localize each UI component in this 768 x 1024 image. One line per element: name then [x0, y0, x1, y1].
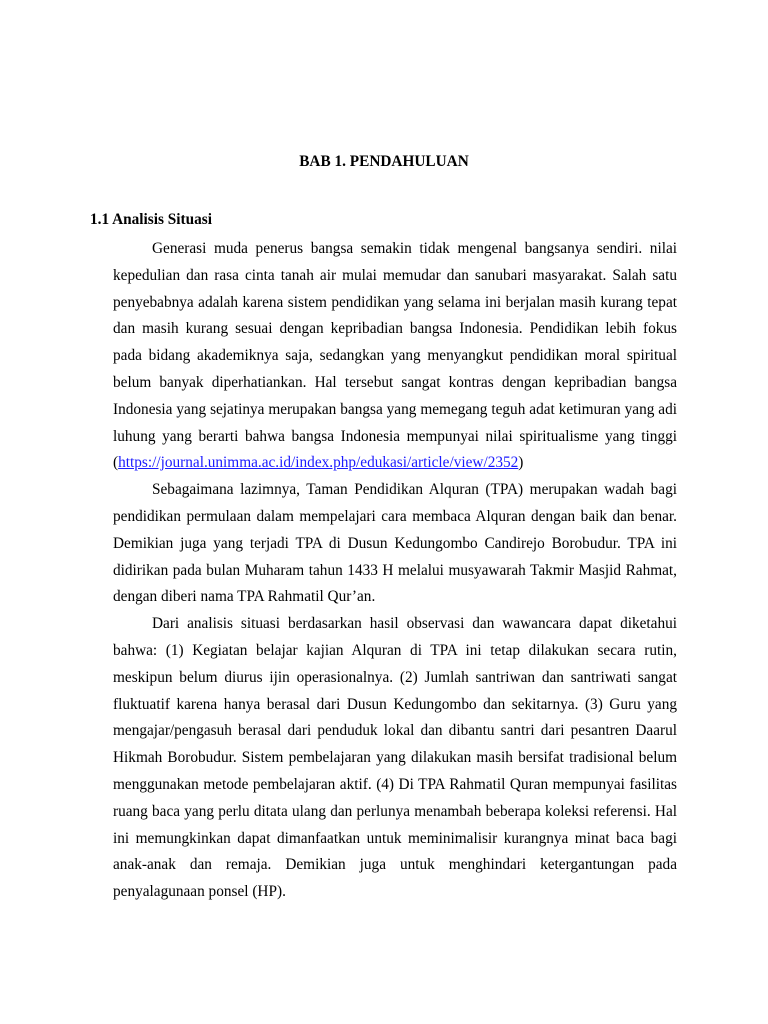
chapter-title: BAB 1. PENDAHULUAN [299, 153, 469, 170]
paragraph-3: Dari analisis situasi berdasarkan hasil observasi dan wawancara dapat diketahui bahwa: (1) Kegiatan belajar kajian Alquran di TPA ini tetap dilakukan secara rutin, meskipun belum diurus ijin operasionalnya. (2) Jumlah santriwan dan santriwati sangat fluktuatif karena hanya berasal dari Dusun Kedungombo dan sekitarnya. (3) Guru yang mengajar/pengasuh berasal dari penduduk lokal dan dibantu santri dari pesantren Daarul Hikmah Borobudur. Sistem pembelajaran yang dilakukan masih bersifat tradisional belum menggunakan metode pembelajaran aktif. (4) Di TPA Rahmatil Quran mempunyai fasilitas ruang baca yang perlu ditata ulang dan perlunya menambah beberapa koleksi referensi. Hal ini memungkinkan dapat dimanfaatkan untuk meminimalisir kurangnya minat baca bagi anak-anak dan remaja. Demikian juga untuk menghindari ketergantungan pada penyalagunaan ponsel (HP). [113, 615, 677, 901]
body-text [113, 236, 677, 906]
paragraph-1-text: Generasi muda penerus bangsa semakin tidak mengenal bangsanya sendiri. nilai kepedulian dan rasa cinta tanah air mulai memudar dan sanubari masyarakat. Salah satu penyebabnya adalah karena sistem pendidikan yang selama ini berjalan masih kurang tepat dan masih kurang sesuai dengan kepribadian bangsa Indonesia. Pendidikan lebih fokus pada bidang akademiknya saja, sedangkan yang menyangkut pendidikan moral spiritual belum banyak diperhatiankan. Hal tersebut sangat kontras dengan kepribadian bangsa Indonesia yang sejatinya merupakan bangsa yang memegang teguh adat ketimuran yang adi luhung yang berarti bahwa bangsa Indonesia mempunyai nilai spiritualisme yang tinggi ( [113, 240, 677, 472]
section-heading: 1.1 Analisis Situasi [90, 211, 212, 228]
paragraph-2: Sebagaimana lazimnya, Taman Pendidikan Alquran (TPA) merupakan wadah bagi pendidikan permulaan dalam mempelajari cara membaca Alquran dengan baik dan benar. Demikian juga yang terjadi TPA di Dusun Kedungombo Candirejo Borobudur. TPA ini didirikan pada bulan Muharam tahun 1433 H melalui musyawarah Takmir Masjid Rahmat, dengan diberi nama TPA Rahmatil Qur’an. [113, 481, 677, 606]
paragraph-1-closing: ) [518, 454, 524, 472]
journal-link[interactable]: https://journal.unimma.ac.id/index.php/edukasi/article/view/2352 [118, 454, 519, 472]
paragraph-1 [113, 236, 677, 477]
